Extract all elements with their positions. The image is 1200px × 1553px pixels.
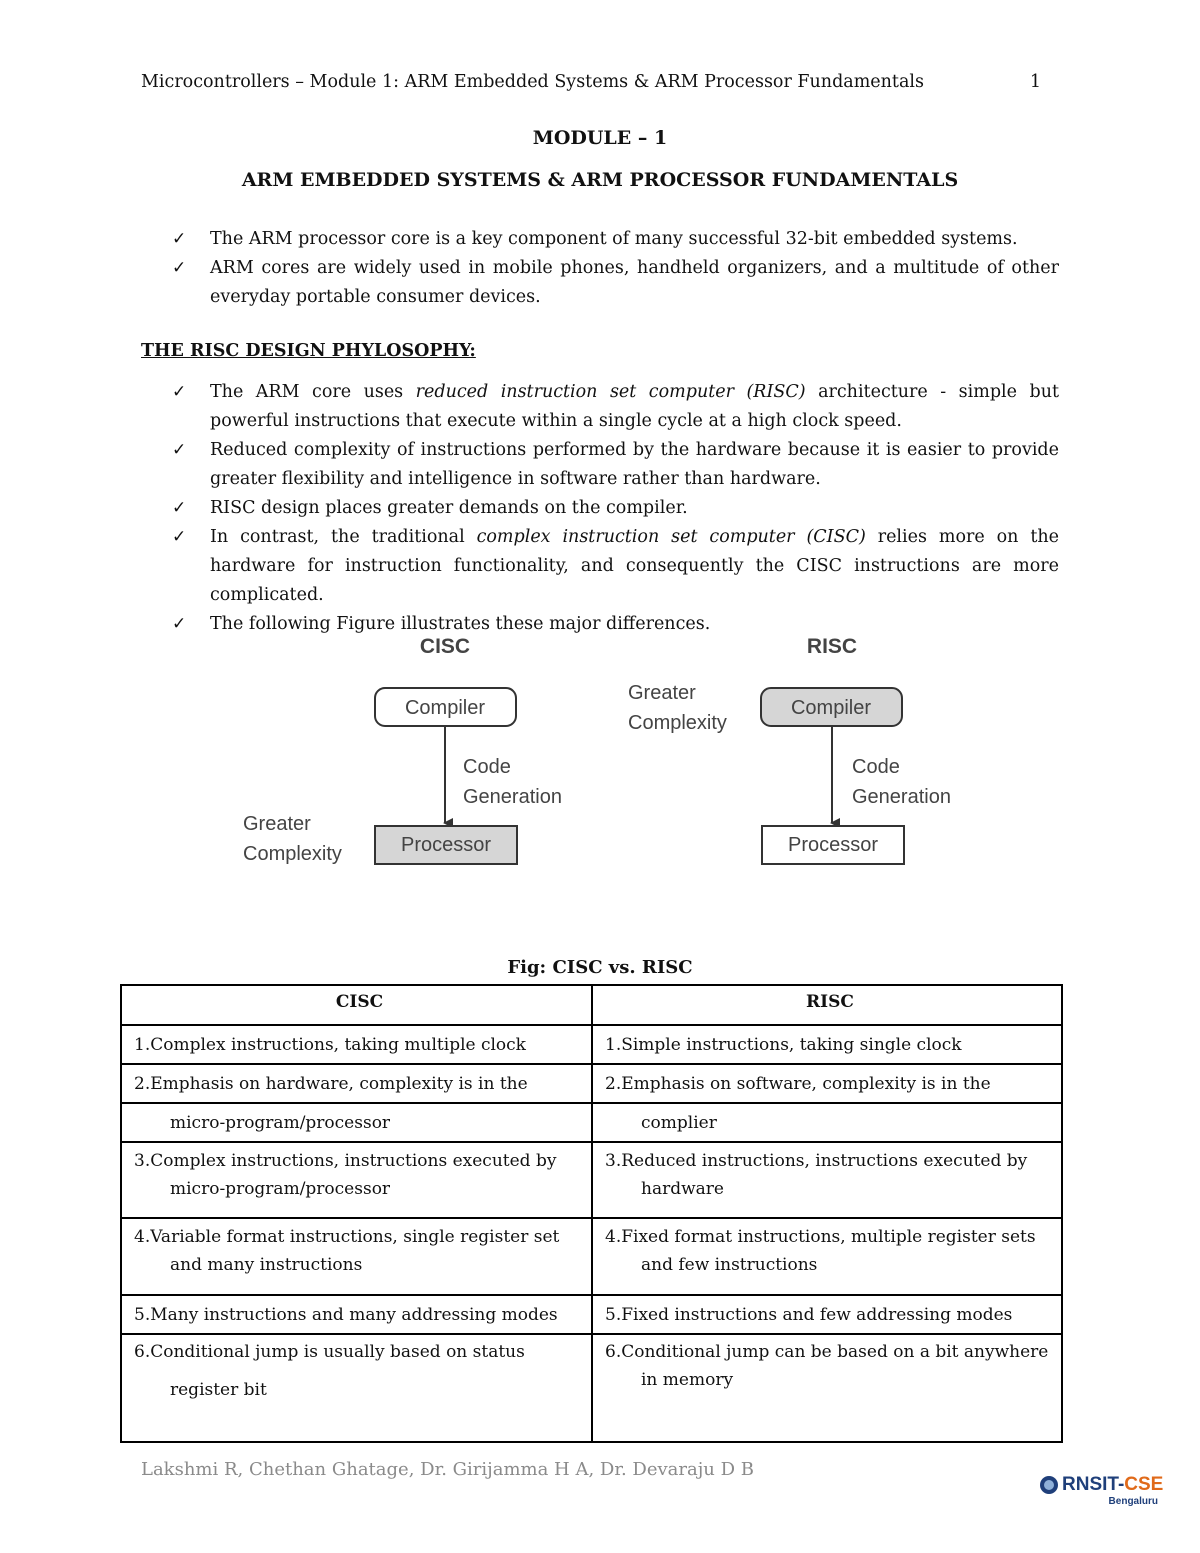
cell-line: and many instructions (170, 1255, 363, 1275)
table-cell-cisc (121, 1064, 592, 1103)
rnsit-logo (1036, 1472, 1166, 1520)
intro-bullet-2 (172, 254, 1059, 312)
subject-title: ARM EMBEDDED SYSTEMS & ARM PROCESSOR FUNDAMENTALS (241, 169, 959, 191)
logo-main: RNSIT- (1062, 1474, 1125, 1495)
cell-line: 6.Conditional jump can be based on a bit anywhere (605, 1342, 1049, 1362)
intro-bullet-1 (172, 225, 1059, 254)
risc-code-label-2: Generation (852, 786, 951, 808)
table-cell-risc (592, 1025, 1062, 1064)
table-cell-risc (592, 1064, 1062, 1103)
cisc-risc-diagram (0, 620, 1200, 880)
check-icon: ✓ (172, 382, 187, 402)
risc-code-label-1: Code (852, 756, 900, 778)
cell-line: register bit (170, 1380, 267, 1400)
cell-line: and few instructions (641, 1255, 818, 1275)
table-cell-cisc (121, 1295, 592, 1334)
cisc-code-label-2: Generation (463, 786, 562, 808)
running-header (141, 72, 1041, 92)
risc-bullet-2 (172, 436, 1059, 494)
cell-line: 2.Emphasis on software, complexity is in the (605, 1074, 991, 1094)
risc-bullet-5-text: The following Figure illustrates these major differences. (210, 614, 711, 634)
check-icon: ✓ (172, 440, 187, 460)
cell-line: 6.Conditional jump is usually based on status (134, 1342, 525, 1362)
table-cell-cisc (121, 1142, 592, 1218)
page-number: 1 (1029, 72, 1041, 92)
risc-bullet-4 (172, 523, 1059, 610)
intro-bullet-1-text: The ARM processor core is a key component of many successful 32-bit embedded systems. (210, 229, 1018, 249)
intro-bullet-2-text: ARM cores are widely used in mobile phones, handheld organizers, and a multitude of other everyday portable consumer devices. (210, 258, 1059, 307)
table-cell-risc (592, 1295, 1062, 1334)
module-title: MODULE – 1 (532, 127, 668, 149)
table-row (121, 1103, 1062, 1142)
logo-accent: CSE (1124, 1474, 1164, 1495)
risc-bullet-list (172, 378, 1059, 639)
footer-authors: Lakshmi R, Chethan Ghatage, Dr. Girijamma H A, Dr. Devaraju D B (141, 1459, 755, 1480)
table-cell-cisc (121, 1025, 592, 1064)
check-icon: ✓ (172, 614, 187, 634)
cell-line: 2.Emphasis on hardware, complexity is in the (134, 1074, 528, 1094)
cell-line: 4.Fixed format instructions, multiple register sets (605, 1227, 1036, 1247)
table-cell-risc (592, 1334, 1062, 1442)
risc-compiler-label: Compiler (790, 697, 872, 719)
cell-line: micro-program/processor (170, 1179, 391, 1199)
figure-caption: Fig: CISC vs. RISC (507, 957, 693, 978)
cisc-processor-label: Processor (400, 834, 492, 856)
logo-subtitle: Bengaluru (1108, 1496, 1158, 1507)
table-row (121, 1218, 1062, 1295)
cell-line: 1.Complex instructions, taking multiple clock (134, 1035, 526, 1055)
table-cell-cisc (121, 1103, 592, 1142)
check-icon: ✓ (172, 527, 187, 547)
table-row (121, 1334, 1062, 1442)
table-header-cisc: CISC (121, 985, 592, 1025)
risc-bullet-4-post: relies more on the hardware for instruction functionality, and consequently the CISC instructions are more complicated. (210, 527, 1059, 605)
table-cell-risc (592, 1103, 1062, 1142)
cell-line: 1.Simple instructions, taking single clock (605, 1035, 962, 1055)
intro-bullet-list (172, 225, 1059, 312)
cell-line: 5.Many instructions and many addressing modes (134, 1305, 558, 1325)
risc-diagram-title: RISC (806, 635, 858, 658)
risc-bullet-3-text: RISC design places greater demands on the compiler. (210, 498, 688, 518)
table-row (121, 1064, 1062, 1103)
cell-line: 4.Variable format instructions, single register set (134, 1227, 560, 1247)
risc-processor-label: Processor (787, 834, 879, 856)
risc-complexity-label-2: Complexity (628, 712, 727, 734)
cisc-risc-table (120, 984, 1063, 1443)
running-title: Microcontrollers – Module 1: ARM Embedded Systems & ARM Processor Fundamentals (141, 72, 924, 92)
cell-line: 5.Fixed instructions and few addressing modes (605, 1305, 1013, 1325)
table-cell-cisc (121, 1334, 592, 1442)
risc-bullet-3 (172, 494, 1059, 523)
logo-text (1062, 1474, 1163, 1496)
cisc-diagram-title: CISC (419, 635, 471, 658)
cisc-complexity-label-1: Greater (243, 813, 311, 835)
check-icon: ✓ (172, 498, 187, 518)
check-icon: ✓ (172, 229, 187, 249)
cell-line: hardware (641, 1179, 724, 1199)
table-header-row (121, 985, 1062, 1025)
risc-bullet-1-post: architecture - simple but powerful instructions that execute within a single cycle at a high clock speed. (210, 382, 1059, 431)
risc-bullet-1-pre: The ARM core uses (210, 382, 416, 402)
cisc-complexity-label-2: Complexity (243, 843, 342, 865)
table-row (121, 1295, 1062, 1334)
cell-line: 3.Reduced instructions, instructions executed by (605, 1151, 1028, 1171)
table-row (121, 1025, 1062, 1064)
table-cell-risc (592, 1218, 1062, 1295)
table-cell-cisc (121, 1218, 592, 1295)
cisc-compiler-label: Compiler (404, 697, 486, 719)
risc-bullet-4-em: complex instruction set computer (CISC) (476, 527, 866, 547)
table-header-risc: RISC (592, 985, 1062, 1025)
logo-emblem-icon (1040, 1476, 1058, 1494)
section-heading: THE RISC DESIGN PHYLOSOPHY: (141, 341, 476, 361)
cisc-code-label-1: Code (463, 756, 511, 778)
table-row (121, 1142, 1062, 1218)
cell-line: in memory (641, 1370, 734, 1390)
risc-bullet-1 (172, 378, 1059, 436)
risc-bullet-1-em: reduced instruction set computer (RISC) (415, 382, 806, 402)
table-cell-risc (592, 1142, 1062, 1218)
risc-bullet-2-text: Reduced complexity of instructions performed by the hardware because it is easier to provide greater flexibility and intelligence in software rather than hardware. (210, 440, 1059, 489)
cell-line: complier (641, 1113, 717, 1133)
check-icon: ✓ (172, 258, 187, 278)
cell-line: micro-program/processor (170, 1113, 391, 1133)
risc-bullet-4-pre: In contrast, the traditional (210, 527, 477, 547)
cell-line: 3.Complex instructions, instructions executed by (134, 1151, 557, 1171)
risc-complexity-label-1: Greater (628, 682, 696, 704)
